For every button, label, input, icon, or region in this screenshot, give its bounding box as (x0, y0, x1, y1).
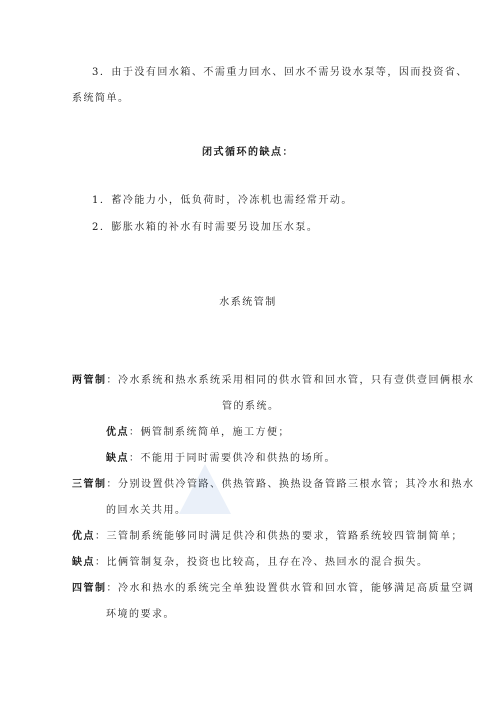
two-pipe-pros-text: ：俩管制系统简单，施工方便； (129, 427, 290, 438)
four-pipe-label: 四管制 (72, 583, 107, 594)
three-pipe-cons (72, 556, 429, 570)
three-pipe-pros-text: ：三管制系统能够同时满足供冷和供热的要求，管路系统较四管制简单； (95, 531, 463, 542)
four-pipe-line-2: 环境的要求。 (106, 609, 175, 620)
two-pipe-line-1 (72, 374, 475, 388)
two-pipe-cons-label: 缺点 (106, 453, 129, 464)
three-pipe-label: 三管制 (72, 479, 107, 490)
three-pipe-cons-text: ：比俩管制复杂，投资也比较高，且存在冷、热回水的混合损失。 (95, 557, 429, 568)
two-pipe-line-2: 管的系统。 (222, 401, 280, 412)
three-pipe-pros-label: 优点 (72, 531, 95, 542)
closed-loop-point-2: 2．膨胀水箱的补水有时需要另设加压水泵。 (92, 222, 319, 233)
two-pipe-cons-text: ：不能用于同时需要供冷和供热的场所。 (129, 453, 336, 464)
four-pipe-line-1 (72, 582, 475, 596)
watermark-icon (175, 460, 235, 520)
two-pipe-pros (106, 426, 290, 440)
three-pipe-line-2: 的回水关共用。 (106, 505, 187, 516)
two-pipe-desc: ：冷水系统和热水系统采用相同的供水管和回水管，只有壹供壹回俩根水 (106, 375, 475, 386)
open-loop-point-3-line-1: 3．由于没有回水箱、不需重力回水、回水不需另设水泵等，因而投资省、 (92, 67, 468, 78)
three-pipe-line-1 (72, 478, 475, 492)
closed-loop-heading: 闭式循环的缺点： (202, 147, 294, 158)
closed-loop-point-1: 1．蓄冷能力小，低负荷时，冷冻机也需经常开动。 (92, 195, 353, 206)
three-pipe-desc: ：分别设置供冷管路、供热管路、换热设备管路三根水管；其冷水和热水 (106, 479, 475, 490)
two-pipe-pros-label: 优点 (106, 427, 129, 438)
three-pipe-cons-label: 缺点 (72, 557, 95, 568)
open-loop-point-3-line-2: 系统简单。 (72, 93, 130, 104)
four-pipe-desc: ：冷水和热水的系统完全单独设置供水管和回水管，能够满足高质量空调 (106, 583, 475, 594)
two-pipe-label: 两管制 (72, 375, 107, 386)
three-pipe-pros (72, 530, 463, 544)
piping-section-title: 水系统管制 (219, 297, 277, 308)
